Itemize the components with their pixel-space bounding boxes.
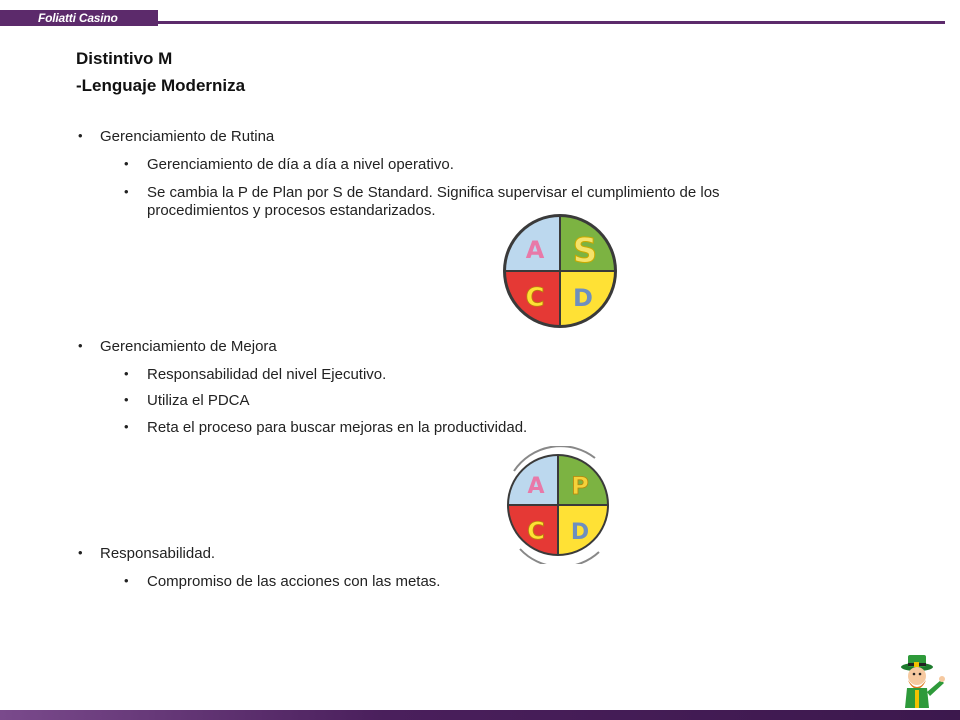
cycle-letter-p: P [571,472,589,500]
section-title-mejora: Gerenciamiento de Mejora [100,338,277,355]
slide-title: Distintivo M [76,49,173,68]
header-divider [158,21,945,24]
list-item: Se cambia la P de Plan por S de Standard. Significa supervisar el cumplimiento de los procedimientos y procesos estandarizados. [147,184,720,219]
section-title-rutina: Gerenciamiento de Rutina [100,128,275,145]
section-title-responsabilidad: Responsabilidad. [100,545,216,562]
bullet: • [78,545,83,560]
cycle-letter-c: C [525,283,545,313]
cycle-letter-d: D [570,520,590,545]
cycle-letter-s: S [572,231,598,271]
footer-bar [0,710,960,720]
cycle-letter-a: A [525,236,545,264]
slide-subtitle: -Lenguaje Moderniza [76,76,246,95]
list-item: Utiliza el PDCA [147,392,250,409]
list-item: Reta el proceso para buscar mejoras en la productividad. [147,419,528,436]
bullet: • [78,338,83,353]
list-item: Compromiso de las acciones con las metas. [147,573,441,590]
list-item: Responsabilidad del nivel Ejecutivo. [147,366,387,383]
pdca-cycle-diagram [500,446,616,564]
cycle-letter-c: C [527,517,545,545]
bullet: • [124,392,129,407]
brand-logo: Foliatti Casino [38,11,118,25]
bullet: • [124,366,129,381]
bullet: • [124,156,129,171]
bullet: • [124,573,129,588]
bullet: • [124,184,129,199]
cycle-letter-d: D [573,284,593,312]
sdca-cycle-diagram [498,212,622,330]
cycle-letter-a: A [527,474,545,499]
leprechaun-mascot-icon [893,654,949,710]
list-item: Gerenciamiento de día a día a nivel operativo. [147,156,454,173]
bullet: • [78,128,83,143]
bullet: • [124,419,129,434]
